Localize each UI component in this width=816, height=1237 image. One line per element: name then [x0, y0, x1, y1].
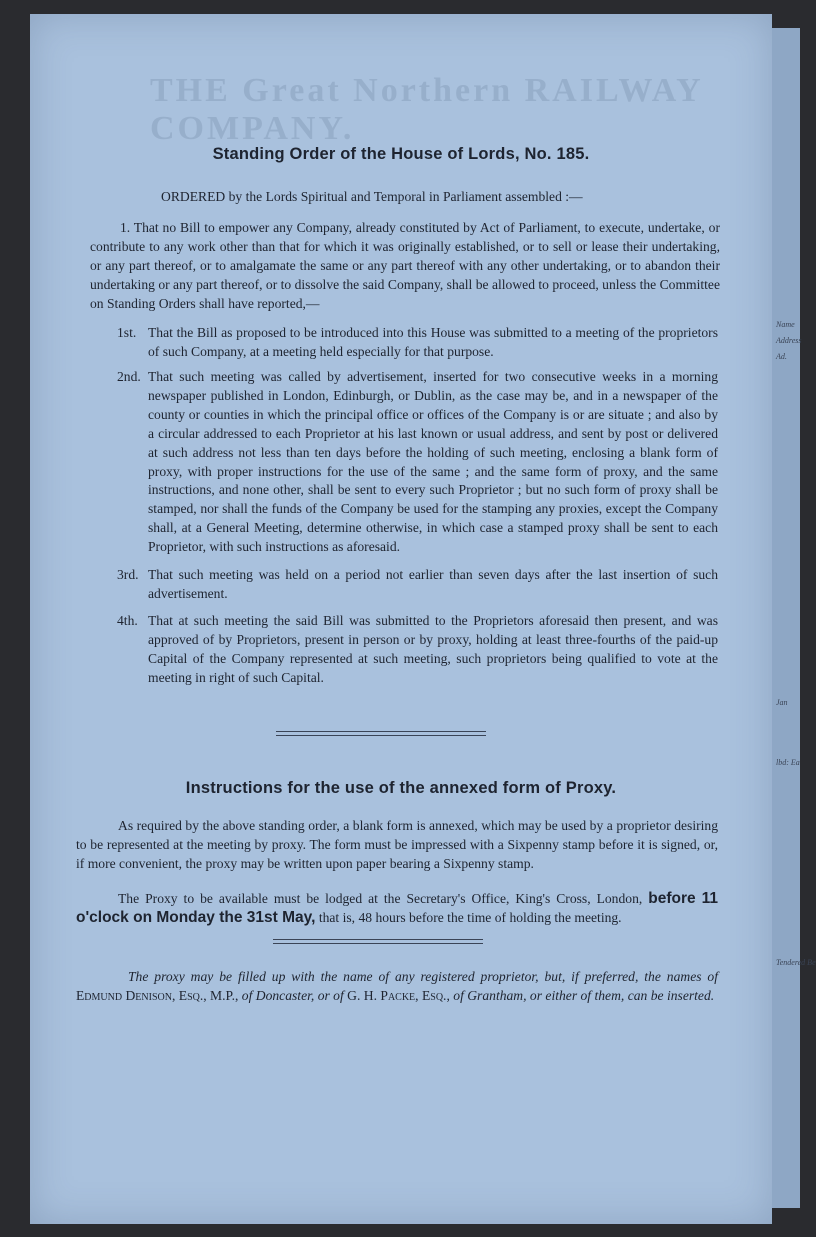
edge-text-2: Address [776, 336, 802, 345]
item-4-number: 4th. [117, 613, 138, 628]
deadline-date: 11 o'clock on Monday the 31st May, [76, 890, 719, 926]
standing-order-title: Standing Order of the House of Lords, No. 185. [212, 145, 590, 163]
edge-text-4: Jan [776, 698, 788, 707]
name-packe: G. H. Packe, Esq., [347, 987, 450, 1003]
divider-1 [276, 731, 486, 736]
deadline-explanation: that is, 48 hours before the time of holding the meeting. [318, 909, 622, 925]
name-denison: Edmund Denison, Esq., M.P., [76, 987, 239, 1003]
edge-text-3: Ad. [776, 352, 787, 361]
item-2-text: That such meeting was called by advertisement, inserted for two consecutive weeks in a morning newspaper published in London, Edinburgh, or Dublin, as the case may be, and in a newspaper of the county or counties in which the principal office or offices of the Company is or are situate ; and also by a circular addressed to each Proprietor at his last known or usual address, and sent by post or delivered at such address not less than ten days before the holding of such meeting, enclosing a blank form of proxy, with proper instructions for the use of the same ; and the same form of proxy, and the same instructions, and none other, shall be sent to every such Proprietor ; but no such form of proxy shall be stamped, nor shall the funds of the Company be used for the stamping any proxies, except the Company shall, at a General Meeting, determine otherwise, in which case a stamped proxy shall be sent to each Proprietor, with such instructions as aforesaid. [148, 369, 718, 555]
item-4-text: That at such meeting the said Bill was submitted to the Proprietors aforesaid then present, and was approved of by Proprietors, present in person or by proxy, holding at least three-fourths of the paid-up Capital of the Company represented at such meeting, such proprietors being qualified to vote at the meeting in right of such Capital. [148, 613, 718, 685]
edge-text-1: Name [776, 320, 795, 329]
lodging-text: The Proxy to be available must be lodged at the Secretary's Office, King's Cross, London, [118, 891, 643, 906]
show-through-heading: THE Great Northern RAILWAY COMPANY. [150, 72, 703, 147]
deadline-before: before [648, 890, 696, 907]
note-part-2: of Doncaster, or of [241, 987, 344, 1003]
instructions-paragraph-2 [76, 890, 718, 928]
adjacent-page-edge [772, 28, 816, 1208]
edge-text-5: lbd: Ea [776, 758, 800, 767]
note-part-3: of Grantham, or either of them, can be inserted. [453, 987, 715, 1003]
item-3-text: That such meeting was held on a period not earlier than seven days after the last insertion of such advertisement. [148, 567, 718, 601]
clause-1-paragraph: 1. That no Bill to empower any Company, already constituted by Act of Parliament, to execute, undertake, or contribute to any work other than that for which it was originally established, or to sell or lease their undertaking, or any part thereof, or to amalgamate the same or any part thereof with any other undertaking, or to abandon their undertaking or any part thereof, or to dissolve the said Company, shall be allowed to proceed, unless the Committee on Standing Orders shall have reported,— [90, 220, 720, 311]
instructions-paragraph-1: As required by the above standing order, a blank form is annexed, which may be used by a proprietor desiring to be represented at the meeting by proxy. The form must be impressed with a Sixpenny stamp before it is signed, or, if more convenient, the proxy may be written upon paper bearing a Sixpenny stamp. [76, 818, 718, 871]
item-3-number: 3rd. [117, 567, 139, 582]
item-1-number: 1st. [117, 325, 137, 340]
instructions-title: Instructions for the use of the annexed form of Proxy. [185, 779, 617, 797]
ordered-line: ORDERED by the Lords Spiritual and Temporal in Parliament assembled :— [161, 189, 583, 204]
proxy-note [76, 968, 718, 1006]
divider-2 [273, 939, 483, 944]
item-1-text: That the Bill as proposed to be introduced into this House was submitted to a meeting of the proprietors of such Company, at a meeting held especially for that purpose. [148, 325, 718, 359]
note-part-1: The proxy may be filled up with the name of any registered proprietor, but, if preferred, the names of [128, 969, 718, 984]
edge-text-6: Tendered Be [776, 958, 816, 967]
item-2-number: 2nd. [117, 369, 141, 384]
document-page [30, 14, 772, 1224]
